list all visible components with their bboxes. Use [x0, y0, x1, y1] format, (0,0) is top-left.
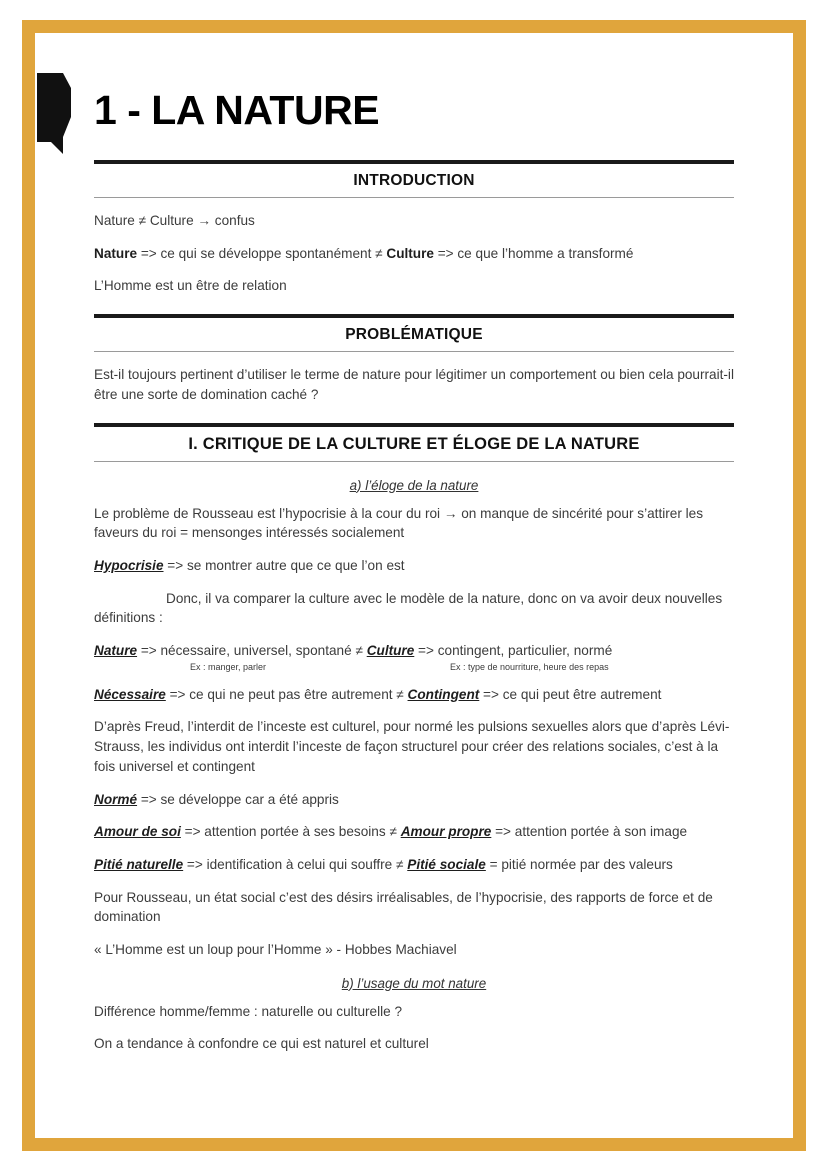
divider-thin	[94, 461, 734, 462]
definition-hypocrisie-text: => se montrer autre que ce que l’on est	[163, 557, 405, 573]
section-partie-1	[94, 423, 734, 1055]
paragraph-deux-definitions-text: Donc, il va comparer la culture avec le modèle de la nature, donc on va avoir deux nouvelles définitions :	[94, 590, 723, 626]
paragraph-etat-social: Pour Rousseau, un état social c’est des désirs irréalisables, de l’hypocrisie, des rapports de force et de domination	[94, 889, 713, 925]
term-necessaire: Nécessaire	[94, 686, 166, 702]
intro-line-2	[94, 244, 734, 264]
term-culture: Culture	[366, 643, 415, 659]
paragraph-rousseau-hypocrisie: Le problème de Rousseau est l’hypocrisie à la cour du roi → on manque de sincérité pour s’attirer les faveurs du roi = mensonges intéressés socialement	[94, 505, 704, 541]
spacer	[94, 296, 734, 314]
term-amour-de-soi: Amour de soi	[94, 824, 181, 840]
example-culture: Ex : type de nourriture, heure des repas	[450, 661, 609, 672]
paragraph-deux-definitions	[94, 589, 734, 628]
problematique-text: Est-il toujours pertinent d’utiliser le terme de nature pour légitimer un comportement ou bien cela pourrait-il être une sorte de domination caché ?	[94, 367, 734, 402]
definition-necessaire-text: => ce qui ne peut pas être autrement ≠	[165, 686, 408, 702]
intro-line-1: Nature ≠ Culture → confus	[94, 213, 255, 228]
definition-culture-text: => contingent, particulier, normé	[414, 643, 613, 659]
definition-norme-text: => se développe car a été appris	[137, 791, 339, 807]
term-pitie-naturelle: Pitié naturelle	[94, 856, 184, 872]
definition-contingent-text: => ce qui peut être autrement	[479, 686, 662, 702]
section-introduction	[94, 160, 734, 296]
term-nature: Nature	[94, 245, 138, 261]
definition-necessaire-contingent	[94, 685, 734, 705]
definition-amour-de-soi-text: => attention portée à ses besoins ≠	[180, 824, 401, 840]
definition-pitie-naturelle-text: => identification à celui qui souffre ≠	[183, 856, 408, 872]
definition-nature-text: => nécessaire, universel, spontané ≠	[137, 643, 367, 659]
section-problematique	[94, 314, 734, 404]
page-title: 1 - LA NATURE	[94, 87, 380, 133]
spacer	[94, 405, 734, 423]
divider-thin	[94, 197, 734, 198]
definition-nature-culture	[94, 641, 734, 661]
term-contingent: Contingent	[407, 686, 480, 702]
intro-line-2-mid: => ce qui se développe spontanément ≠	[137, 245, 387, 261]
paragraph-difference-homme-femme: Différence homme/femme : naturelle ou culturelle ?	[94, 1003, 403, 1019]
section-heading-partie-1: I. CRITIQUE DE LA CULTURE ET ÉLOGE DE LA NATURE	[188, 434, 640, 453]
quote-hobbes: « L’Homme est un loup pour l’Homme » - Hobbes Machiavel	[94, 942, 457, 958]
divider-thin	[94, 351, 734, 352]
term-norme: Normé	[94, 791, 138, 807]
examples-row	[94, 662, 734, 672]
term-pitie-sociale: Pitié sociale	[407, 856, 486, 872]
term-culture: Culture	[386, 245, 434, 261]
intro-line-2-end: => ce que l’homme a transformé	[433, 245, 634, 261]
paragraph-confusion-naturel-culturel: On a tendance à confondre ce qui est naturel et culturel	[94, 1036, 429, 1052]
subsection-heading-b: b) l’usage du mot nature	[341, 975, 487, 991]
definition-hypocrisie	[94, 556, 734, 576]
definition-norme	[94, 790, 734, 810]
bookmark-icon	[37, 73, 71, 154]
section-heading-problematique: PROBLÉMATIQUE	[345, 326, 483, 344]
definition-pitie	[94, 855, 734, 875]
definition-amour-propre-text: => attention portée à son image	[491, 824, 688, 840]
definition-amour-de-soi-propre	[94, 822, 734, 842]
paragraph-freud-levi-strauss: D’après Freud, l’interdit de l’inceste est culturel, pour normé les pulsions sexuelles alors que d’après Lévi-Strauss, les individus ont interdit l’inceste de façon structurel pour créer des relations sociales, c’est à la fois universel et contingent	[94, 719, 730, 774]
intro-line-3: L’Homme est un être de relation	[94, 278, 287, 294]
term-nature: Nature	[94, 643, 138, 659]
definition-pitie-sociale-text: = pitié normée par des valeurs	[485, 856, 673, 872]
section-heading-introduction: INTRODUCTION	[353, 172, 475, 189]
title-row	[94, 74, 734, 160]
document-content	[94, 74, 734, 1054]
subsection-heading-a: a) l’éloge de la nature	[349, 477, 479, 493]
term-hypocrisie: Hypocrisie	[94, 557, 164, 573]
term-amour-propre: Amour propre	[400, 824, 492, 840]
example-nature: Ex : manger, parler	[190, 661, 267, 672]
